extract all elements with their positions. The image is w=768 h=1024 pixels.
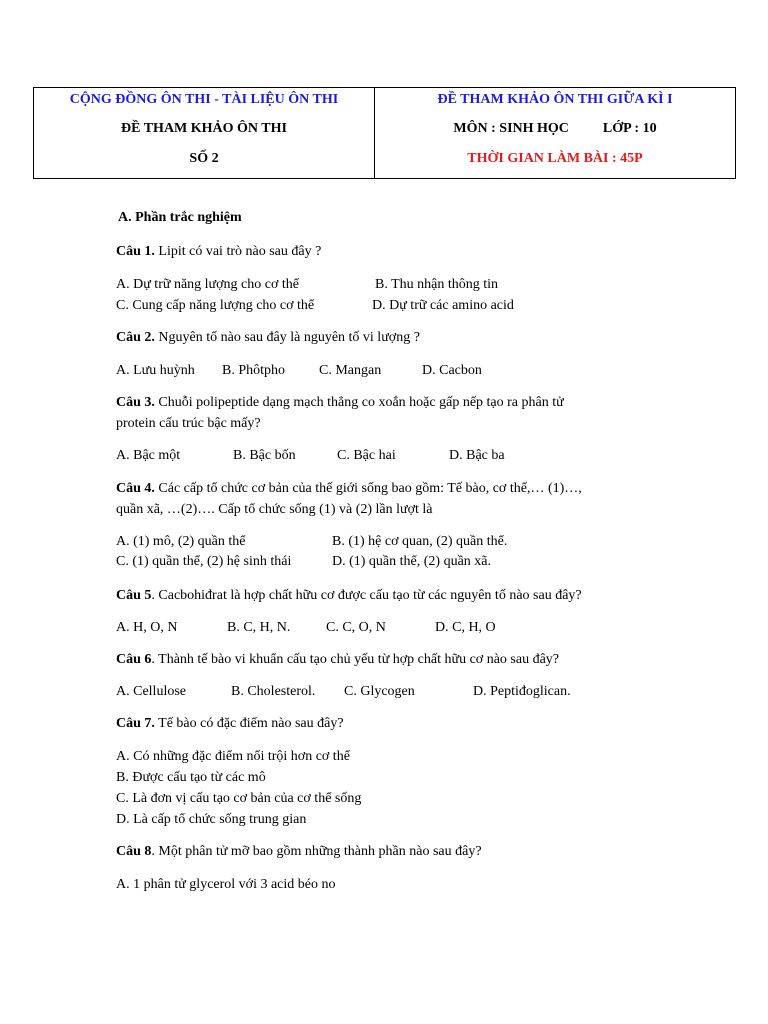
answer-option[interactable]: A. Dự trữ năng lượng cho cơ thể: [116, 277, 299, 292]
question-7: Câu 7. Tế bào có đặc điểm nào sau đây?: [116, 716, 344, 731]
question-2-options: [116, 362, 482, 380]
question-3-continued: protein cấu trúc bậc mấy?: [116, 416, 261, 431]
question-4-options-row-1: [116, 533, 507, 551]
answer-option[interactable]: B. (1) hệ cơ quan, (2) quần thể.: [332, 534, 508, 549]
answer-option[interactable]: C. Là đơn vị cấu tạo cơ bản của cơ thể sống: [116, 791, 362, 806]
answer-option[interactable]: A. 1 phân tử glycerol với 3 acid béo no: [116, 877, 336, 892]
answer-option[interactable]: D. Cacbon: [422, 363, 482, 378]
section-title: A. Phần trắc nghiệm: [118, 210, 242, 225]
answer-option[interactable]: C. Mangan: [319, 363, 382, 378]
document-number: SỐ 2: [189, 150, 219, 166]
answer-option[interactable]: D. Bậc ba: [449, 448, 505, 463]
question-8: Câu 8. Một phân tử mỡ bao gồm những thành phần nào sau đây?: [116, 844, 482, 859]
question-6-options: [116, 683, 571, 701]
exam-title: ĐỀ THAM KHẢO ÔN THI GIỮA KÌ I: [437, 92, 673, 107]
document-title: ĐỀ THAM KHẢO ÔN THI: [121, 121, 287, 137]
question-4-continued: quần xã, …(2)…. Cấp tổ chức sống (1) và (2) lần lượt là: [116, 502, 433, 517]
answer-option[interactable]: B. C, H, N.: [227, 620, 291, 635]
answer-option[interactable]: B. Cholesterol.: [231, 684, 316, 699]
subject-row: [453, 119, 656, 148]
question-1: Câu 1. Lipit có vai trò nào sau đây ?: [116, 244, 322, 259]
answer-option[interactable]: C. (1) quần thể, (2) hệ sinh thái: [116, 554, 292, 569]
answer-option[interactable]: D. C, H, O: [435, 620, 496, 635]
header-table: [33, 87, 736, 179]
answer-option[interactable]: A. H, O, N: [116, 620, 178, 635]
org-name: CỘNG ĐỒNG ÔN THI - TÀI LIỆU ÔN THI: [69, 92, 339, 107]
question-1-options-row-2: [116, 297, 514, 315]
answer-option[interactable]: A. Lưu huỳnh: [116, 363, 195, 378]
answer-option[interactable]: A. Cellulose: [116, 684, 186, 699]
header-right-cell: [375, 88, 735, 178]
exam-time: THỜI GIAN LÀM BÀI : 45P: [467, 150, 643, 166]
answer-option[interactable]: B. Được cấu tạo từ các mô: [116, 770, 266, 785]
answer-option[interactable]: C. Bậc hai: [337, 448, 396, 463]
answer-option[interactable]: A. Bậc một: [116, 448, 181, 463]
question-4-options-row-2: [116, 553, 491, 571]
question-5: Câu 5. Cacbohiđrat là hợp chất hữu cơ được cấu tạo từ các nguyên tố nào sau đây?: [116, 588, 582, 603]
answer-option[interactable]: C. Glycogen: [344, 684, 415, 699]
answer-option[interactable]: B. Bậc bốn: [233, 448, 296, 463]
subject-label: MÔN : SINH HỌC: [453, 121, 569, 137]
answer-option[interactable]: D. Dự trữ các amino acid: [372, 298, 514, 313]
answer-option[interactable]: C. Cung cấp năng lượng cho cơ thể: [116, 298, 315, 313]
question-1-options-row-1: [116, 276, 498, 294]
answer-option[interactable]: C. C, O, N: [326, 620, 386, 635]
answer-option[interactable]: A. (1) mô, (2) quần thể: [116, 534, 246, 549]
question-6: Câu 6. Thành tế bào vi khuẩn cấu tạo chủ yếu từ hợp chất hữu cơ nào sau đây?: [116, 652, 560, 667]
answer-option[interactable]: B. Thu nhận thông tin: [375, 277, 499, 292]
answer-option[interactable]: B. Phôtpho: [222, 363, 286, 378]
answer-option[interactable]: D. Peptiđoglican.: [473, 684, 571, 699]
question-4: Câu 4. Các cấp tổ chức cơ bản của thế giới sống bao gồm: Tế bào, cơ thể,… (1)…,: [116, 481, 582, 496]
grade-label: LỚP : 10: [602, 121, 657, 137]
question-5-options: [116, 619, 496, 637]
answer-option[interactable]: D. Là cấp tổ chức sống trung gian: [116, 812, 307, 827]
header-left-cell: [34, 88, 375, 178]
question-3-options: [116, 447, 505, 465]
answer-option[interactable]: A. Có những đặc điểm nổi trội hơn cơ thể: [116, 749, 350, 764]
question-3: Câu 3. Chuỗi polipeptide dạng mạch thẳng co xoắn hoặc gấp nếp tạo ra phân tử: [116, 395, 564, 410]
answer-option[interactable]: D. (1) quần thể, (2) quần xã.: [332, 554, 492, 569]
question-2: Câu 2. Nguyên tố nào sau đây là nguyên tố vi lượng ?: [116, 330, 420, 345]
